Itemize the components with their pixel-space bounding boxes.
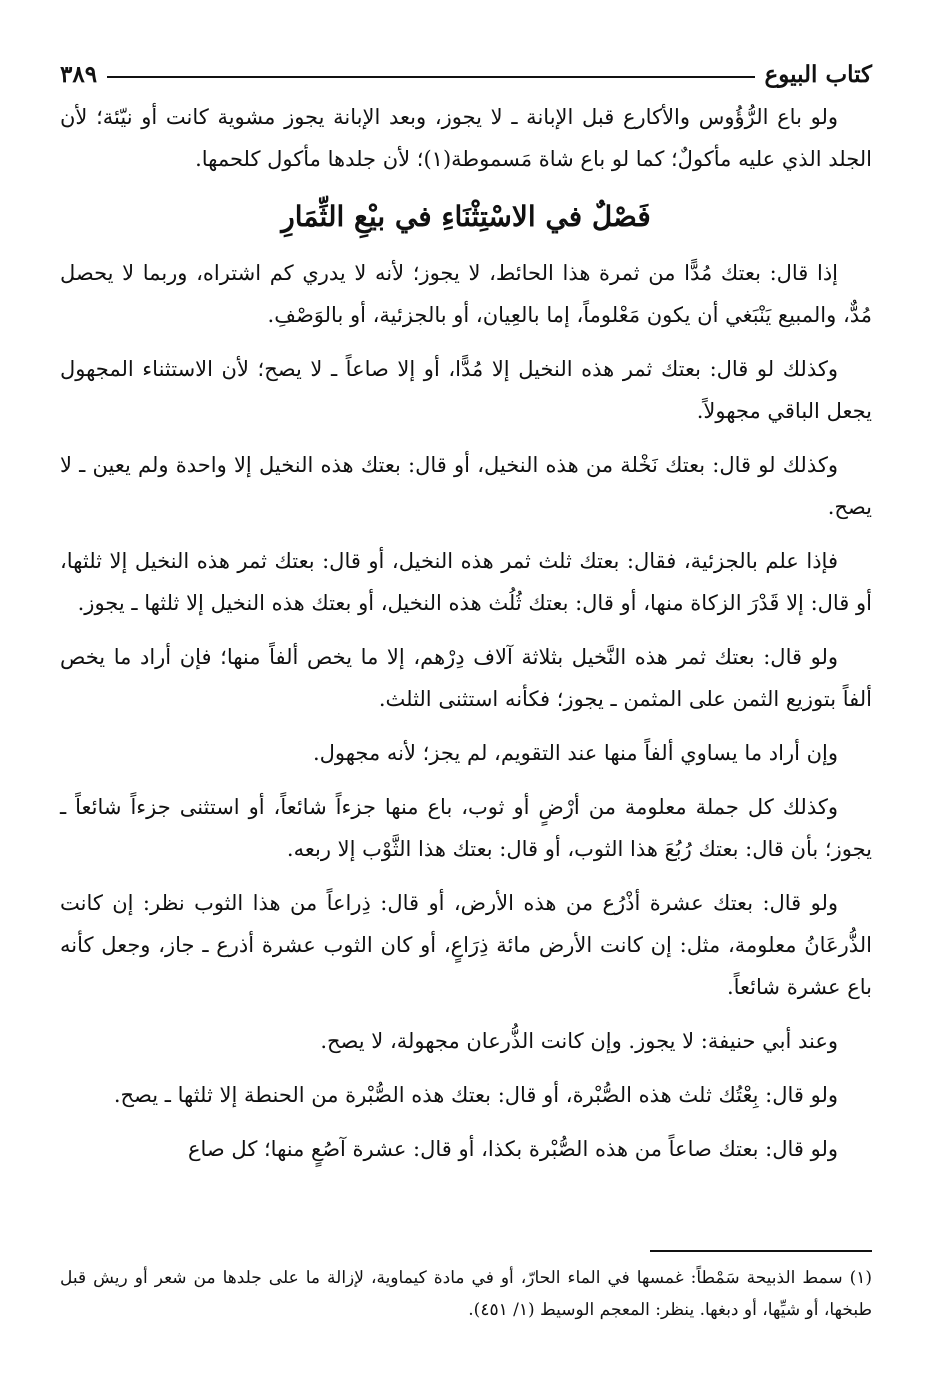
footnote: (١) سمط الذبيحة سَمْطاً: غمسها في الماء الحارّ، أو في مادة كيماوية، لإزالة ما على جلدها من شعر أو ريش قبل طبخها، أو شيِّها، أو دبغها. ينظر: المعجم الوسيط (١/ ٤٥١). [60,1268,872,1320]
running-header [60,52,872,96]
paragraph-intro: ولو باع الرُّؤُوس والأكارع قبل الإبانة ـ لا يجوز، وبعد الإبانة يجوز مشوية كانت أو نيّئة؛ لأن الجلد الذي عليه مأكولٌ؛ كما لو باع شاة مَسموطة(١)؛ لأن جلدها مأكول كلحمها. [60,105,872,171]
paragraph: فإذا علم بالجزئية، فقال: بعتك ثلث ثمر هذه النخيل، أو قال: بعتك ثمر هذه النخيل إلا ثلثها، أو قال: إلا قَدْرَ الزكاة منها، أو قال: بعتك ثُلُث هذه النخيل، أو بعتك هذه النخيل إلا ثلثها ـ يجوز. [60,549,872,615]
paragraph: ولو قال: بِعْتُك ثلث هذه الصُّبْرة، أو قال: بعتك هذه الصُّبْرة من الحنطة إلا ثلثها ـ يصح. [113,1083,838,1107]
paragraph: وإن أراد ما يساوي ألفاً منها عند التقويم، لم يجز؛ لأنه مجهول. [312,741,838,765]
paragraph: وكذلك كل جملة معلومة من أرْضٍ أو ثوب، باع منها جزءاً شائعاً، أو استثنى جزءاً شائعاً ـ يجوز؛ بأن قال: بعتك رُبُعَ هذا الثوب، أو قال: بعتك هذا الثَّوْب إلا ربعه. [60,795,872,861]
paragraph: ولو قال: بعتك عشرة أذْرُع من هذه الأرض، أو قال: ذِراعاً من هذا الثوب نظر: إن كانت الذُّرعَانُ معلومة، مثل: إن كانت الأرض مائة ذِرَاعٍ، أو كان الثوب عشرة أذرع ـ جاز، وجعل كأنه باع عشرة شائعاً. [60,891,872,999]
header-book-title: كتاب البيوع [764,60,872,88]
page [60,52,872,1170]
paragraph: ولو قال: بعتك صاعاً من هذه الصُّبْرة بكذا، أو قال: عشرة آصُعٍ منها؛ كل صاع [187,1137,838,1161]
paragraph: وكذلك لو قال: بعتك نَخْلة من هذه النخيل، أو قال: بعتك هذه النخيل إلا واحدة ولم يعين ـ لا يصح. [60,453,872,519]
section-title: فَصْلٌ في الاسْتِثْنَاءِ في بيْعِ الثِّمَارِ [281,200,651,233]
paragraph: وكذلك لو قال: بعتك ثمر هذه النخيل إلا مُدًّا، أو إلا صاعاً ـ لا يصح؛ لأن الاستثناء المجهول يجعل الباقي مجهولاً. [60,357,872,423]
footnote-rule [650,1250,872,1252]
paragraph: ولو قال: بعتك ثمر هذه النَّخيل بثلاثة آلاف دِرْهم، إلا ما يخص ألفاً منها؛ فإن أراد ما يخص ألفاً بتوزيع الثمن على المثمن ـ يجوز؛ فكأنه استثنى الثلث. [60,645,872,711]
paragraph: وعند أبي حنيفة: لا يجوز. وإن كانت الذُّرعان مجهولة، لا يصح. [320,1029,838,1053]
footnotes [60,1262,872,1326]
header-rule [107,76,754,78]
page-number: ٣٨٩ [60,60,98,88]
paragraph: إذا قال: بعتك مُدًّا من ثمرة هذا الحائط، لا يجوز؛ لأنه لا يدري كم اشتراه، وربما لا يحصل مُدٌّ، والمبيع يَنْبَغي أن يكون مَعْلوماً، إما بالعِيان، أو بالجزئية، أو بالوَصْفِ. [60,261,872,327]
